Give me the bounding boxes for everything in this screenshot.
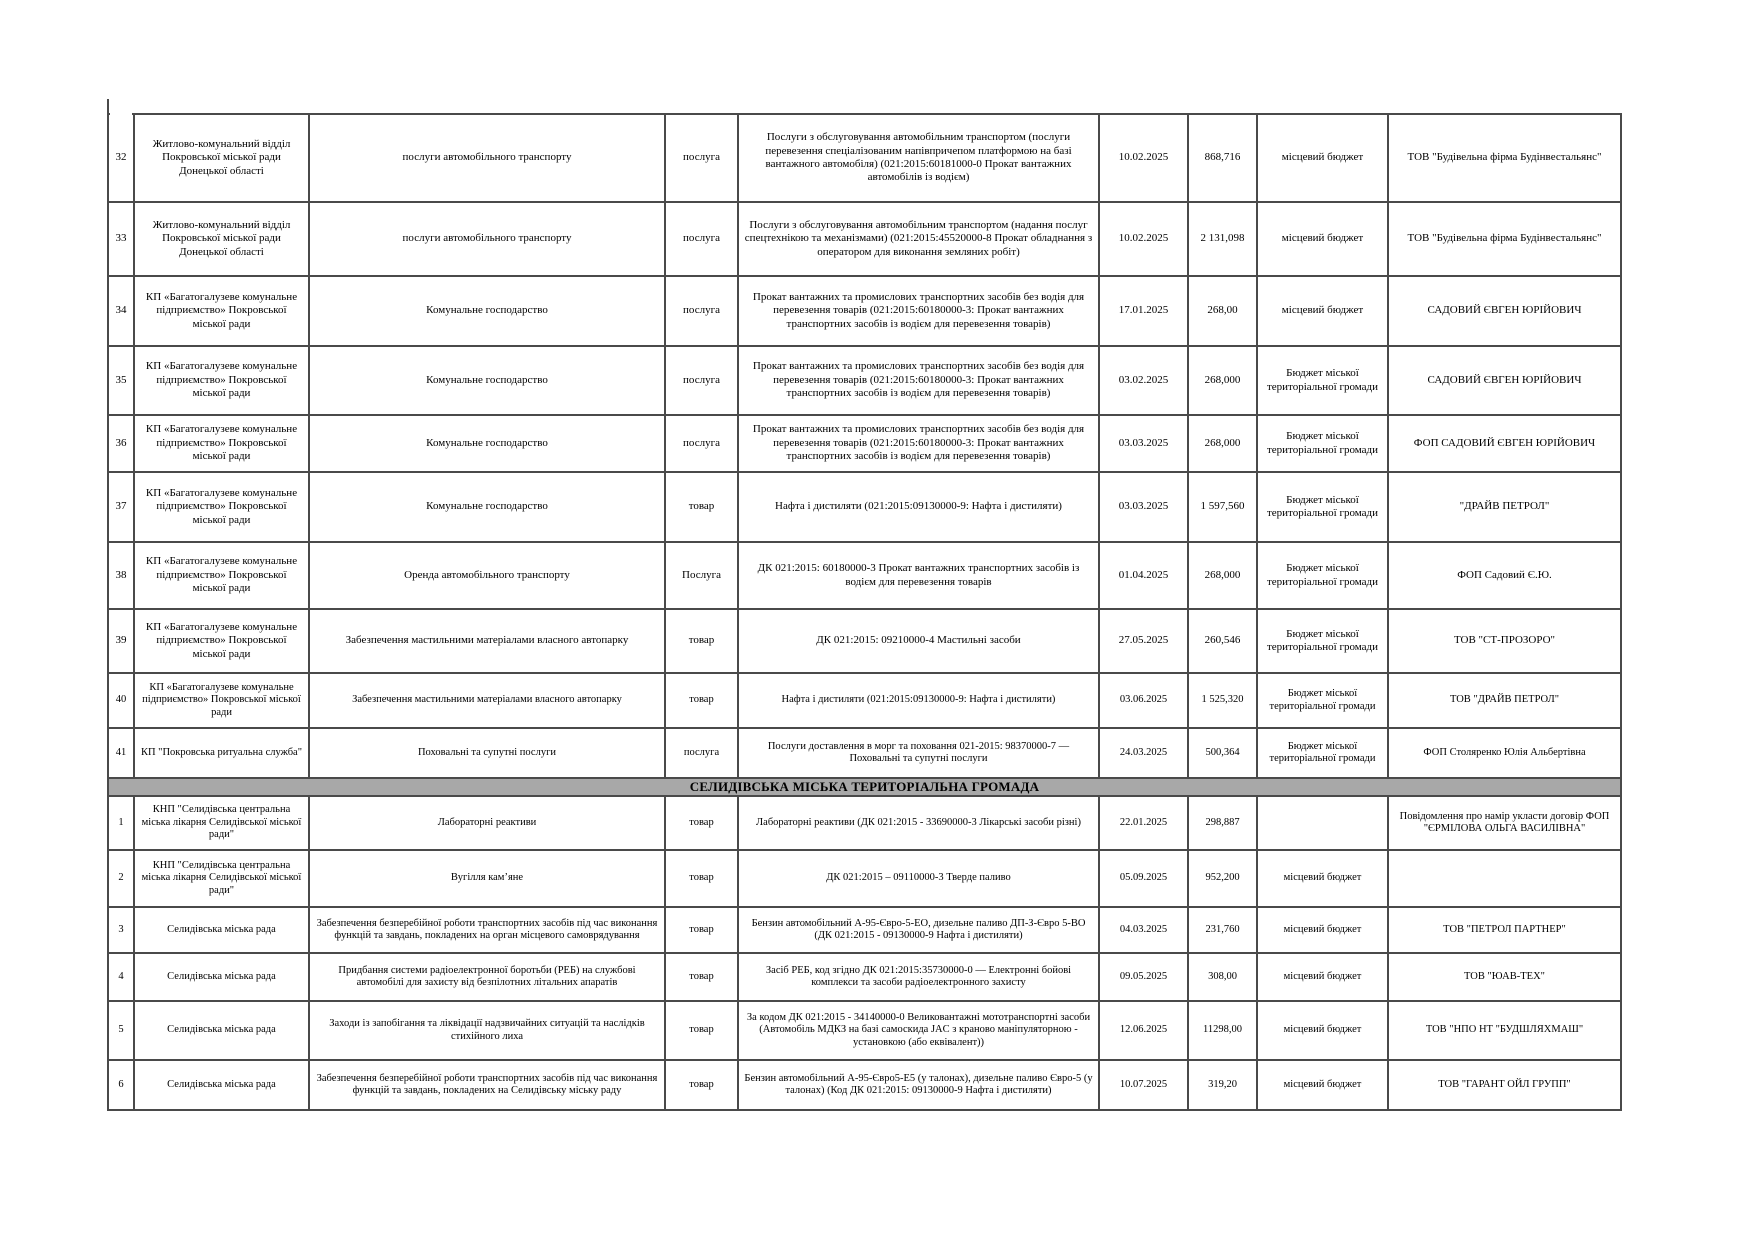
cell-subject: Комунальне господарство bbox=[309, 415, 665, 472]
cell-type: послуга bbox=[665, 114, 738, 202]
cell-customer: КП «Багатогалузеве комунальне підприємство» Покровської міської ради bbox=[134, 276, 309, 346]
cell-type: послуга bbox=[665, 346, 738, 415]
cell-num: 33 bbox=[108, 202, 134, 276]
table-row bbox=[108, 114, 1621, 202]
cell-customer: КНП "Селидівська центральна міська лікарня Селидівської міської ради" bbox=[134, 850, 309, 907]
cell-num: 4 bbox=[108, 953, 134, 1001]
cell-customer: КП «Багатогалузеве комунальне підприємство» Покровської міської ради bbox=[134, 673, 309, 728]
cell-subject: послуги автомобільного транспорту bbox=[309, 114, 665, 202]
table-row bbox=[108, 472, 1621, 542]
cell-customer: Селидівська міська рада bbox=[134, 1060, 309, 1110]
cell-type: послуга bbox=[665, 415, 738, 472]
cell-customer: КП «Багатогалузеве комунальне підприємство» Покровської міської ради bbox=[134, 542, 309, 609]
cell-num: 40 bbox=[108, 673, 134, 728]
cell-customer: КНП "Селидівська центральна міська лікарня Селидівської міської ради" bbox=[134, 796, 309, 850]
cell-type: послуга bbox=[665, 276, 738, 346]
cell-num: 41 bbox=[108, 728, 134, 778]
cell-description: Послуги з обслуговування автомобільним транспортом (надання послуг спецтехнікою та механізмами) (021:2015:45520000-8 Прокат обладнання з оператором для виконання земляних робіт) bbox=[738, 202, 1099, 276]
cell-description: Прокат вантажних та промислових транспортних засобів без водія для перевезення товарів (021:2015:60180000-3: Прокат вантажних транспортних засобів із водієм для перевезення товарів) bbox=[738, 276, 1099, 346]
procurement-table bbox=[107, 113, 1622, 1111]
section-row bbox=[108, 778, 1621, 796]
cell-subject: Забезпечення мастильними матеріалами власного автопарку bbox=[309, 609, 665, 673]
cell-contractor: ТОВ "ЮАВ-ТЕХ" bbox=[1388, 953, 1621, 1001]
cell-amount: 952,200 bbox=[1188, 850, 1257, 907]
cell-contractor: ТОВ "ГАРАНТ ОЙЛ ГРУПП" bbox=[1388, 1060, 1621, 1110]
cell-num: 6 bbox=[108, 1060, 134, 1110]
cell-contractor: Повідомлення про намір укласти договір ФОП "ЄРМІЛОВА ОЛЬГА ВАСИЛІВНА" bbox=[1388, 796, 1621, 850]
cell-description: Послуги з обслуговування автомобільним транспортом (послуги перевезення спеціалізованим напівпричепом платформою на базі вантажного автомобіля) (021:2015:60181000-0 Прокат вантажних автомобілів із водієм) bbox=[738, 114, 1099, 202]
table-row bbox=[108, 850, 1621, 907]
cell-customer: КП "Покровська ритуальна служба" bbox=[134, 728, 309, 778]
cell-description: ДК 021:2015: 60180000-3 Прокат вантажних транспортних засобів із водієм для перевезення товарів bbox=[738, 542, 1099, 609]
cell-description: Бензин автомобільний А-95-Євро-5-ЕО, дизельне паливо ДП-З-Євро 5-ВО (ДК 021:2015 - 09130000-9 Нафта і дистиляти) bbox=[738, 907, 1099, 953]
cell-type: товар bbox=[665, 907, 738, 953]
cell-contractor: "ДРАЙВ ПЕТРОЛ" bbox=[1388, 472, 1621, 542]
cell-subject: Комунальне господарство bbox=[309, 472, 665, 542]
cell-num: 36 bbox=[108, 415, 134, 472]
cell-amount: 268,00 bbox=[1188, 276, 1257, 346]
cell-amount: 1 525,320 bbox=[1188, 673, 1257, 728]
table-row bbox=[108, 346, 1621, 415]
cell-subject: послуги автомобільного транспорту bbox=[309, 202, 665, 276]
cell-budget: місцевий бюджет bbox=[1257, 202, 1388, 276]
table-row bbox=[108, 953, 1621, 1001]
cell-num: 3 bbox=[108, 907, 134, 953]
cell-amount: 868,716 bbox=[1188, 114, 1257, 202]
table-row bbox=[108, 276, 1621, 346]
cell-subject: Забезпечення безперебійної роботи транспортних засобів під час виконання функцій та завдань, покладених на орган місцевого самоврядування bbox=[309, 907, 665, 953]
cell-customer: Житлово-комунальний відділ Покровської міської ради Донецької області bbox=[134, 202, 309, 276]
cell-description: Нафта і дистиляти (021:2015:09130000-9: Нафта і дистиляти) bbox=[738, 673, 1099, 728]
cell-date: 03.02.2025 bbox=[1099, 346, 1188, 415]
cell-date: 22.01.2025 bbox=[1099, 796, 1188, 850]
cell-num: 37 bbox=[108, 472, 134, 542]
table-row bbox=[108, 796, 1621, 850]
cell-subject: Комунальне господарство bbox=[309, 346, 665, 415]
cell-amount: 268,000 bbox=[1188, 542, 1257, 609]
cell-budget: місцевий бюджет bbox=[1257, 907, 1388, 953]
cell-type: товар bbox=[665, 472, 738, 542]
cell-contractor: САДОВИЙ ЄВГЕН ЮРІЙОВИЧ bbox=[1388, 346, 1621, 415]
cell-date: 01.04.2025 bbox=[1099, 542, 1188, 609]
cell-contractor: ФОП Садовий Є.Ю. bbox=[1388, 542, 1621, 609]
table-row bbox=[108, 1001, 1621, 1060]
section-header: СЕЛИДІВСЬКА МІСЬКА ТЕРИТОРІАЛЬНА ГРОМАДА bbox=[108, 778, 1621, 796]
cell-date: 09.05.2025 bbox=[1099, 953, 1188, 1001]
cell-subject: Забезпечення безперебійної роботи транспортних засобів під час виконання функцій та завдань, покладених на Селидівську міську раду bbox=[309, 1060, 665, 1110]
cell-num: 5 bbox=[108, 1001, 134, 1060]
cell-amount: 2 131,098 bbox=[1188, 202, 1257, 276]
cell-date: 04.03.2025 bbox=[1099, 907, 1188, 953]
cell-date: 03.06.2025 bbox=[1099, 673, 1188, 728]
cell-budget: місцевий бюджет bbox=[1257, 1001, 1388, 1060]
cell-type: товар bbox=[665, 1001, 738, 1060]
cell-num: 35 bbox=[108, 346, 134, 415]
cell-date: 17.01.2025 bbox=[1099, 276, 1188, 346]
cell-contractor bbox=[1388, 850, 1621, 907]
cell-description: Засіб РЕБ, код згідно ДК 021:2015:35730000-0 — Електронні бойові комплекси та засоби радіоелектронного захисту bbox=[738, 953, 1099, 1001]
cell-contractor: ТОВ "СТ-ПРОЗОРО" bbox=[1388, 609, 1621, 673]
cell-num: 32 bbox=[108, 114, 134, 202]
cell-description: За кодом ДК 021:2015 - 34140000-0 Великовантажні мототранспортні засоби (Автомобіль МДКЗ на базі самоскида JAC з краново маніпуляторною - установкою (або еквівалент)) bbox=[738, 1001, 1099, 1060]
table-row bbox=[108, 542, 1621, 609]
cell-type: товар bbox=[665, 796, 738, 850]
cell-num: 34 bbox=[108, 276, 134, 346]
table-row bbox=[108, 202, 1621, 276]
cell-customer: КП «Багатогалузеве комунальне підприємство» Покровської міської ради bbox=[134, 346, 309, 415]
previous-row-left-border-remnant bbox=[107, 99, 109, 113]
cell-subject: Придбання системи радіоелектронної боротьби (РЕБ) на службові автомобілі для захисту від безпілотних літальних апаратів bbox=[309, 953, 665, 1001]
cell-budget: Бюджет міської територіальної громади bbox=[1257, 415, 1388, 472]
cell-date: 10.07.2025 bbox=[1099, 1060, 1188, 1110]
cell-type: товар bbox=[665, 953, 738, 1001]
cell-customer: КП «Багатогалузеве комунальне підприємство» Покровської міської ради bbox=[134, 472, 309, 542]
cell-amount: 231,760 bbox=[1188, 907, 1257, 953]
cell-type: товар bbox=[665, 1060, 738, 1110]
cell-subject: Лабораторні реактиви bbox=[309, 796, 665, 850]
cell-contractor: ФОП Столяренко Юлія Альбертівна bbox=[1388, 728, 1621, 778]
cell-subject: Заходи із запобігання та ліквідації надзвичайних ситуацій та наслідків стихійного лиха bbox=[309, 1001, 665, 1060]
cell-date: 12.06.2025 bbox=[1099, 1001, 1188, 1060]
cell-budget: місцевий бюджет bbox=[1257, 276, 1388, 346]
cell-date: 03.03.2025 bbox=[1099, 415, 1188, 472]
cell-description: ДК 021:2015 – 09110000-3 Тверде паливо bbox=[738, 850, 1099, 907]
cell-customer: Селидівська міська рада bbox=[134, 907, 309, 953]
cell-type: послуга bbox=[665, 728, 738, 778]
cell-contractor: ТОВ "НПО НТ "БУДШЛЯХМАШ" bbox=[1388, 1001, 1621, 1060]
cell-date: 10.02.2025 bbox=[1099, 202, 1188, 276]
cell-amount: 11298,00 bbox=[1188, 1001, 1257, 1060]
cell-contractor: ТОВ "ПЕТРОЛ ПАРТНЕР" bbox=[1388, 907, 1621, 953]
cell-date: 27.05.2025 bbox=[1099, 609, 1188, 673]
table-row bbox=[108, 728, 1621, 778]
cell-num: 2 bbox=[108, 850, 134, 907]
cell-budget: Бюджет міської територіальної громади bbox=[1257, 472, 1388, 542]
cell-date: 24.03.2025 bbox=[1099, 728, 1188, 778]
cell-description: ДК 021:2015: 09210000-4 Мастильні засоби bbox=[738, 609, 1099, 673]
cell-budget bbox=[1257, 796, 1388, 850]
cell-amount: 260,546 bbox=[1188, 609, 1257, 673]
cell-description: Прокат вантажних та промислових транспортних засобів без водія для перевезення товарів (021:2015:60180000-3: Прокат вантажних транспортних засобів із водієм для перевезення товарів) bbox=[738, 346, 1099, 415]
cell-type: послуга bbox=[665, 202, 738, 276]
cell-contractor: ТОВ "Будівельна фірма Будінвестальянс" bbox=[1388, 202, 1621, 276]
cell-contractor: ТОВ "Будівельна фірма Будінвестальянс" bbox=[1388, 114, 1621, 202]
cell-description: Прокат вантажних та промислових транспортних засобів без водія для перевезення товарів (021:2015:60180000-3: Прокат вантажних транспортних засобів із водієм для перевезення товарів) bbox=[738, 415, 1099, 472]
cell-subject: Забезпечення мастильними матеріалами власного автопарку bbox=[309, 673, 665, 728]
cell-subject: Поховальні та супутні послуги bbox=[309, 728, 665, 778]
cell-budget: місцевий бюджет bbox=[1257, 114, 1388, 202]
table-row bbox=[108, 673, 1621, 728]
cell-type: Послуга bbox=[665, 542, 738, 609]
table-row bbox=[108, 1060, 1621, 1110]
cell-description: Нафта і дистиляти (021:2015:09130000-9: Нафта і дистиляти) bbox=[738, 472, 1099, 542]
table-body bbox=[108, 114, 1621, 1110]
cell-num: 38 bbox=[108, 542, 134, 609]
cell-customer: Селидівська міська рада bbox=[134, 953, 309, 1001]
cell-amount: 268,000 bbox=[1188, 415, 1257, 472]
cell-budget: Бюджет міської територіальної громади bbox=[1257, 609, 1388, 673]
cell-subject: Комунальне господарство bbox=[309, 276, 665, 346]
cell-description: Бензин автомобільний А-95-Євро5-Е5 (у талонах), дизельне паливо Євро-5 (у талонах) (Код ДК 021:2015: 09130000-9 Нафта і дистиляти) bbox=[738, 1060, 1099, 1110]
cell-customer: КП «Багатогалузеве комунальне підприємство» Покровської міської ради bbox=[134, 415, 309, 472]
cell-budget: місцевий бюджет bbox=[1257, 1060, 1388, 1110]
cell-contractor: ТОВ "ДРАЙВ ПЕТРОЛ" bbox=[1388, 673, 1621, 728]
cell-customer: Житлово-комунальний відділ Покровської міської ради Донецької області bbox=[134, 114, 309, 202]
cell-date: 10.02.2025 bbox=[1099, 114, 1188, 202]
cell-description: Лабораторні реактиви (ДК 021:2015 - 33690000-3 Лікарські засоби різні) bbox=[738, 796, 1099, 850]
cell-contractor: ФОП САДОВИЙ ЄВГЕН ЮРІЙОВИЧ bbox=[1388, 415, 1621, 472]
top-border-gap bbox=[110, 112, 132, 116]
cell-num: 39 bbox=[108, 609, 134, 673]
cell-customer: КП «Багатогалузеве комунальне підприємство» Покровської міської ради bbox=[134, 609, 309, 673]
cell-budget: Бюджет міської територіальної громади bbox=[1257, 542, 1388, 609]
cell-description: Послуги доставлення в морг та поховання 021-2015: 98370000-7 — Поховальні та супутні послуги bbox=[738, 728, 1099, 778]
table-row bbox=[108, 415, 1621, 472]
table-row bbox=[108, 907, 1621, 953]
cell-budget: Бюджет міської територіальної громади bbox=[1257, 346, 1388, 415]
cell-budget: місцевий бюджет bbox=[1257, 850, 1388, 907]
cell-type: товар bbox=[665, 850, 738, 907]
cell-budget: Бюджет міської територіальної громади bbox=[1257, 728, 1388, 778]
cell-amount: 268,000 bbox=[1188, 346, 1257, 415]
cell-amount: 298,887 bbox=[1188, 796, 1257, 850]
cell-budget: місцевий бюджет bbox=[1257, 953, 1388, 1001]
cell-contractor: САДОВИЙ ЄВГЕН ЮРІЙОВИЧ bbox=[1388, 276, 1621, 346]
cell-num: 1 bbox=[108, 796, 134, 850]
cell-amount: 319,20 bbox=[1188, 1060, 1257, 1110]
cell-customer: Селидівська міська рада bbox=[134, 1001, 309, 1060]
cell-type: товар bbox=[665, 673, 738, 728]
cell-amount: 1 597,560 bbox=[1188, 472, 1257, 542]
table-row bbox=[108, 609, 1621, 673]
cell-date: 03.03.2025 bbox=[1099, 472, 1188, 542]
cell-subject: Вугілля кам’яне bbox=[309, 850, 665, 907]
cell-subject: Оренда автомобільного транспорту bbox=[309, 542, 665, 609]
cell-type: товар bbox=[665, 609, 738, 673]
cell-amount: 500,364 bbox=[1188, 728, 1257, 778]
cell-amount: 308,00 bbox=[1188, 953, 1257, 1001]
cell-date: 05.09.2025 bbox=[1099, 850, 1188, 907]
cell-budget: Бюджет міської територіальної громади bbox=[1257, 673, 1388, 728]
